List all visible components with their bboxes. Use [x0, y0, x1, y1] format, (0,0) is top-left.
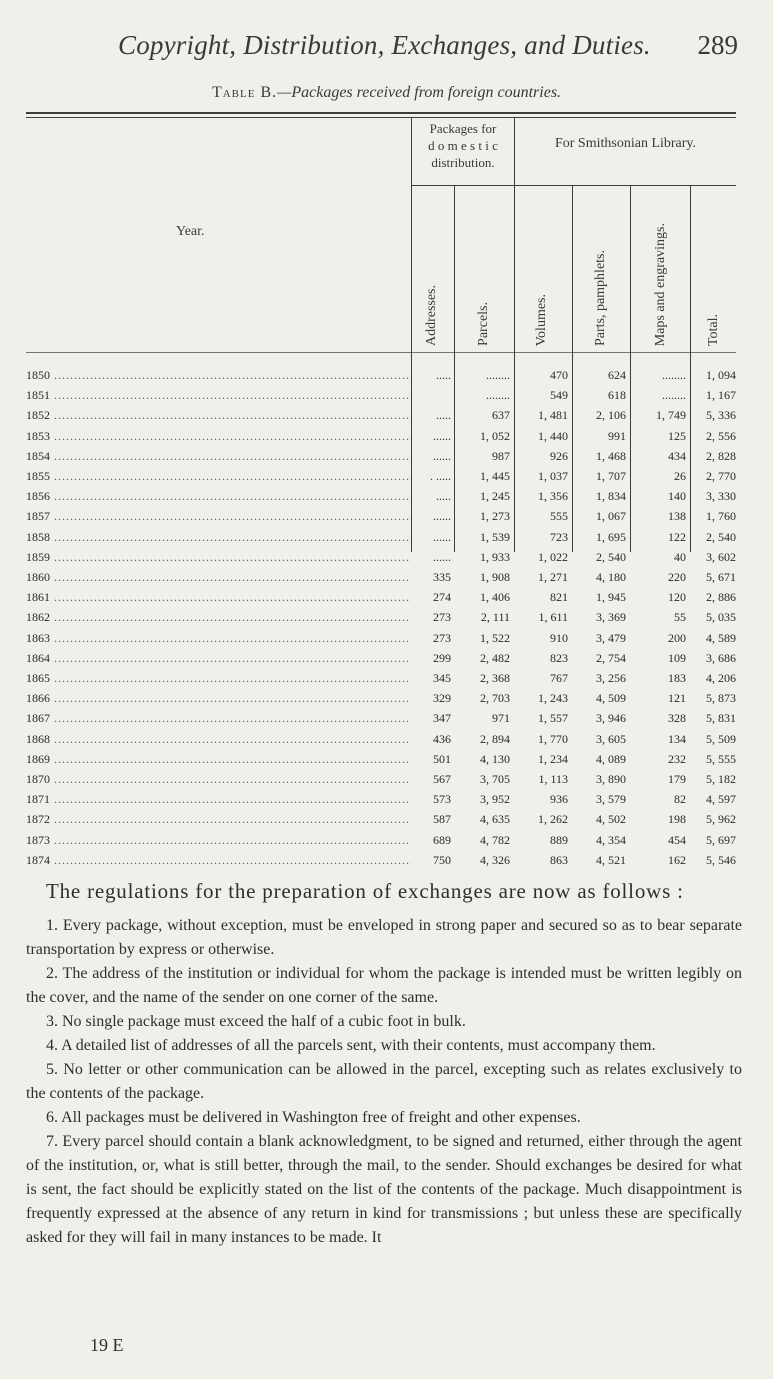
- total-cell: 5, 671: [706, 570, 736, 584]
- total-cell: 5, 182: [706, 772, 736, 786]
- parcels-cell: 637: [492, 408, 510, 423]
- table-row: [26, 830, 736, 851]
- table-label: Table B.: [211, 84, 278, 101]
- total-cell: 5, 697: [706, 832, 736, 847]
- regulation-2: 2. The address of the institution or individual for whom the package is intended must be written legibly on the cover, and the name of the sender on one corner of the same.: [26, 965, 742, 1006]
- table-row: [26, 850, 736, 871]
- addresses-cell: 347: [433, 711, 451, 726]
- domestic-header-line-1: Packages for: [429, 121, 497, 136]
- addresses-cell: 567: [433, 772, 451, 786]
- addresses-cell: 573: [433, 792, 451, 807]
- parts-cell: 991: [608, 428, 626, 443]
- parts-cell: 1, 707: [596, 469, 626, 483]
- total-cell: 3, 602: [706, 549, 736, 564]
- year-cell: 1860 .....: [26, 570, 411, 585]
- table-row: [26, 789, 736, 810]
- lead-sentence: The regulations for the preparation of exchanges are now as follows :: [46, 879, 684, 903]
- year-cell: 1865 .....: [26, 671, 411, 686]
- regulation-5: 5. No letter or other communication can be allowed in the parcel, excepting such as relates exclusively to the contents of the package.: [26, 1061, 742, 1102]
- addresses-cell: 274: [433, 590, 451, 605]
- volumes-cell: 1, 234: [538, 751, 568, 766]
- parcels-cell: 4, 130: [480, 751, 510, 766]
- maps-cell: 82: [674, 792, 686, 807]
- parcels-cell: 2, 703: [480, 691, 510, 706]
- addresses-cell: 587: [433, 812, 451, 827]
- table-row: [26, 628, 736, 649]
- table-row: [26, 506, 736, 527]
- parts-cell: 618: [608, 388, 626, 403]
- domestic-header-line-2: d o m e s t i c: [428, 138, 498, 153]
- year-cell: 1861 .....: [26, 590, 411, 605]
- year-header: Year.: [176, 224, 205, 239]
- table-row: [26, 607, 736, 628]
- smithsonian-group-header: For Smithsonian Library.: [554, 136, 697, 151]
- table-row: [26, 749, 736, 770]
- col-header-addresses: Addresses.: [424, 284, 439, 346]
- parts-cell: 1, 834: [596, 489, 626, 504]
- table-row: [26, 365, 736, 386]
- domestic-header-line-3: distribution.: [431, 155, 495, 170]
- parts-cell: 4, 521: [596, 852, 626, 867]
- parts-cell: 4, 180: [596, 570, 626, 584]
- addresses-cell: .....: [436, 408, 451, 423]
- parts-cell: 1, 468: [596, 448, 626, 463]
- table-row: [26, 385, 736, 406]
- total-cell: 2, 540: [706, 529, 736, 544]
- maps-cell: 125: [668, 428, 686, 443]
- maps-cell: 121: [668, 691, 686, 706]
- parcels-cell: 1, 522: [480, 630, 510, 645]
- volumes-cell: 1, 037: [538, 469, 568, 483]
- col-header-parts-pamphlets: Parts, pamphlets.: [593, 249, 608, 346]
- parts-cell: 3, 369: [596, 610, 626, 625]
- parcels-cell: ........: [486, 368, 510, 382]
- addresses-cell: ......: [433, 549, 451, 564]
- volumes-cell: 723: [550, 529, 568, 544]
- col-header-maps-engravings: Maps and engravings.: [653, 222, 668, 346]
- volumes-cell: 1, 271: [538, 570, 568, 584]
- parcels-cell: 4, 635: [480, 812, 510, 827]
- parcels-cell: 4, 326: [480, 852, 510, 867]
- addresses-cell: ......: [433, 448, 451, 463]
- total-cell: 4, 597: [706, 792, 736, 807]
- volumes-cell: 926: [550, 448, 568, 463]
- volumes-cell: 1, 481: [538, 408, 568, 423]
- parcels-cell: 4, 782: [480, 832, 510, 847]
- year-cell: 1873 .....: [26, 833, 411, 848]
- total-cell: 3, 686: [706, 650, 736, 665]
- total-cell: 2, 886: [706, 590, 736, 605]
- regulation-6: 6. All packages must be delivered in Washington free of freight and other expenses.: [46, 1109, 581, 1126]
- parts-cell: 3, 479: [596, 630, 626, 645]
- addresses-cell: 750: [433, 852, 451, 867]
- year-cell: 1855 .....: [26, 469, 411, 484]
- addresses-cell: ......: [433, 509, 451, 524]
- maps-cell: 183: [668, 671, 686, 685]
- running-head-title: Copyright, Distribution, Exchanges, and Duties.: [118, 30, 651, 60]
- table-row: [26, 708, 736, 729]
- addresses-cell: ......: [433, 428, 451, 443]
- year-cell: 1868 .....: [26, 732, 411, 747]
- maps-cell: 179: [668, 772, 686, 786]
- year-cell: 1870 .....: [26, 772, 411, 787]
- year-cell: 1872 .....: [26, 812, 411, 827]
- col-header-parcels: Parcels.: [476, 302, 491, 346]
- year-cell: 1869 .....: [26, 752, 411, 767]
- parcels-cell: 987: [492, 448, 510, 463]
- volumes-cell: 936: [550, 792, 568, 807]
- table-row: [26, 486, 736, 507]
- maps-cell: 122: [668, 529, 686, 544]
- parts-cell: 3, 946: [596, 711, 626, 726]
- parcels-cell: 1, 539: [480, 529, 510, 544]
- table-row: [26, 729, 736, 750]
- parcels-cell: 1, 245: [480, 489, 510, 504]
- parts-cell: 1, 695: [596, 529, 626, 544]
- year-cell: 1867 .....: [26, 711, 411, 726]
- addresses-cell: 273: [433, 630, 451, 645]
- col-header-total: Total.: [706, 313, 721, 346]
- parcels-cell: 2, 111: [480, 610, 510, 625]
- table-row: [26, 426, 736, 447]
- total-cell: 5, 546: [706, 852, 736, 867]
- total-cell: 2, 770: [706, 469, 736, 483]
- year-cell: 1854 .....: [26, 449, 411, 464]
- year-cell: 1871 .....: [26, 792, 411, 807]
- table-row: [26, 668, 736, 689]
- maps-cell: 140: [668, 489, 686, 504]
- domestic-group-header: [412, 120, 514, 171]
- parts-cell: 4, 354: [596, 832, 626, 847]
- regulation-7: 7. Every parcel should contain a blank acknowledgment, to be signed and returned, either through the agent of the institution, or, what is still better, through the mail, to the sender. Should exchanges be desired for what is sent, the fact should be explicitly stated on the list of the contents of the package. Much disappointment is frequently expressed at the absence of any return in kind for transmissions ; but unless these are specifically asked for they will fail in many instances to be made. It: [26, 1133, 742, 1246]
- year-cell: 1858 .....: [26, 530, 411, 545]
- parcels-cell: 1, 273: [480, 509, 510, 524]
- table-caption: [0, 84, 773, 102]
- parts-cell: 3, 256: [596, 671, 626, 685]
- table-row: [26, 446, 736, 467]
- parts-cell: 4, 502: [596, 812, 626, 827]
- parcels-cell: 1, 933: [480, 549, 510, 564]
- parts-cell: 1, 067: [596, 509, 626, 524]
- year-cell: 1864 .....: [26, 651, 411, 666]
- volumes-cell: 470: [550, 368, 568, 382]
- parts-cell: 1, 945: [596, 590, 626, 605]
- maps-cell: 55: [674, 610, 686, 625]
- total-cell: 5, 336: [706, 408, 736, 423]
- volumes-cell: 1, 113: [538, 772, 568, 786]
- table-row: [26, 688, 736, 709]
- total-cell: 1, 167: [706, 388, 736, 403]
- table-row: [26, 648, 736, 669]
- signature-folio: 19 E: [90, 1335, 124, 1355]
- addresses-cell: ......: [433, 529, 451, 544]
- parts-cell: 3, 579: [596, 792, 626, 807]
- addresses-cell: 335: [433, 570, 451, 584]
- year-cell: 1874 .....: [26, 853, 411, 868]
- parcels-cell: 1, 406: [480, 590, 510, 605]
- total-cell: 3, 330: [706, 489, 736, 504]
- total-cell: 5, 831: [706, 711, 736, 726]
- year-cell: 1853 .....: [26, 429, 411, 444]
- parts-cell: 2, 754: [596, 650, 626, 665]
- regulation-3: 3. No single package must exceed the half of a cubic foot in bulk.: [46, 1013, 466, 1030]
- maps-cell: 109: [668, 650, 686, 665]
- volumes-cell: 1, 022: [538, 549, 568, 564]
- volumes-cell: 889: [550, 832, 568, 847]
- volumes-cell: 1, 770: [538, 731, 568, 746]
- parts-cell: 3, 605: [596, 731, 626, 746]
- parcels-cell: 971: [492, 711, 510, 726]
- addresses-cell: 345: [433, 671, 451, 685]
- parcels-cell: 1, 052: [480, 428, 510, 443]
- parts-cell: 4, 509: [596, 691, 626, 706]
- addresses-cell: .....: [436, 368, 451, 382]
- body-text: [26, 876, 742, 1250]
- volumes-cell: 549: [550, 388, 568, 403]
- table-row: [26, 405, 736, 426]
- maps-cell: 134: [668, 731, 686, 746]
- volumes-cell: 1, 243: [538, 691, 568, 706]
- year-cell: 1866 .....: [26, 691, 411, 706]
- volumes-cell: 823: [550, 650, 568, 665]
- maps-cell: 162: [668, 852, 686, 867]
- parts-cell: 4, 089: [596, 751, 626, 766]
- total-cell: 5, 555: [706, 751, 736, 766]
- year-cell: 1859 .....: [26, 550, 411, 565]
- table-top-rule-thin: [26, 117, 736, 118]
- volumes-cell: 555: [550, 509, 568, 524]
- addresses-cell: 273: [433, 610, 451, 625]
- total-cell: 2, 828: [706, 448, 736, 463]
- maps-cell: 120: [668, 590, 686, 605]
- parcels-cell: 1, 445: [480, 469, 510, 483]
- maps-cell: 1, 749: [656, 408, 686, 423]
- table-row: [26, 466, 736, 487]
- table-top-rule: [26, 112, 736, 114]
- maps-cell: ........: [662, 368, 686, 382]
- volumes-cell: 910: [550, 630, 568, 645]
- parts-cell: 2, 540: [596, 549, 626, 564]
- running-head: [0, 30, 773, 70]
- total-cell: 5, 873: [706, 691, 736, 706]
- addresses-cell: 329: [433, 691, 451, 706]
- year-cell: 1857 .....: [26, 509, 411, 524]
- page-number: 289: [697, 30, 738, 60]
- year-cell: 1852 .....: [26, 408, 411, 423]
- table-caption-text: —Packages received from foreign countries.: [277, 84, 562, 101]
- parcels-cell: 2, 368: [480, 671, 510, 685]
- maps-cell: 454: [668, 832, 686, 847]
- volumes-cell: 1, 356: [538, 489, 568, 504]
- total-cell: 1, 094: [706, 368, 736, 382]
- year-cell: 1862 .....: [26, 610, 411, 625]
- volumes-cell: 1, 440: [538, 428, 568, 443]
- maps-cell: 200: [668, 630, 686, 645]
- addresses-cell: 689: [433, 832, 451, 847]
- year-cell: 1850 .....: [26, 368, 411, 383]
- parcels-cell: 3, 705: [480, 772, 510, 786]
- total-cell: 4, 206: [706, 671, 736, 685]
- table-row: [26, 769, 736, 790]
- table-row: [26, 809, 736, 830]
- total-cell: 2, 556: [706, 428, 736, 443]
- total-cell: 5, 509: [706, 731, 736, 746]
- addresses-cell: 501: [433, 751, 451, 766]
- parcels-cell: 3, 952: [480, 792, 510, 807]
- maps-cell: 198: [668, 812, 686, 827]
- parcels-cell: 2, 894: [480, 731, 510, 746]
- parts-cell: 624: [608, 368, 626, 382]
- maps-cell: 220: [668, 570, 686, 584]
- maps-cell: 232: [668, 751, 686, 766]
- volumes-cell: 1, 557: [538, 711, 568, 726]
- parcels-cell: 2, 482: [480, 650, 510, 665]
- packages-table: [26, 112, 736, 867]
- table-row: [26, 547, 736, 568]
- maps-cell: 40: [674, 549, 686, 564]
- volumes-cell: 767: [550, 671, 568, 685]
- volumes-cell: 821: [550, 590, 568, 605]
- year-cell: 1856 .....: [26, 489, 411, 504]
- addresses-cell: 436: [433, 731, 451, 746]
- maps-cell: 328: [668, 711, 686, 726]
- volumes-cell: 1, 262: [538, 812, 568, 827]
- maps-cell: 434: [668, 448, 686, 463]
- group-header-rule: [411, 185, 736, 186]
- maps-cell: 26: [674, 469, 686, 483]
- parts-cell: 2, 106: [596, 408, 626, 423]
- addresses-cell: .....: [436, 489, 451, 504]
- total-cell: 5, 035: [706, 610, 736, 625]
- parcels-cell: ........: [486, 388, 510, 403]
- addresses-cell: . .....: [430, 469, 451, 483]
- addresses-cell: 299: [433, 650, 451, 665]
- volumes-cell: 863: [550, 852, 568, 867]
- year-cell: 1863 .....: [26, 631, 411, 646]
- total-cell: 4, 589: [706, 630, 736, 645]
- parcels-cell: 1, 908: [480, 570, 510, 584]
- table-row: [26, 527, 736, 548]
- total-cell: 1, 760: [706, 509, 736, 524]
- table-row: [26, 587, 736, 608]
- regulation-4: 4. A detailed list of addresses of all the parcels sent, with their contents, must accompany them.: [46, 1037, 656, 1054]
- maps-cell: 138: [668, 509, 686, 524]
- volumes-cell: 1, 611: [538, 610, 568, 625]
- table-row: [26, 567, 736, 588]
- total-cell: 5, 962: [706, 812, 736, 827]
- parts-cell: 3, 890: [596, 772, 626, 786]
- year-cell: 1851 .....: [26, 388, 411, 403]
- col-header-volumes: Volumes.: [534, 293, 549, 346]
- maps-cell: ........: [662, 388, 686, 403]
- regulation-1: 1. Every package, without exception, must be enveloped in strong paper and secured so as to bear separate transportation by express or otherwise.: [26, 917, 742, 958]
